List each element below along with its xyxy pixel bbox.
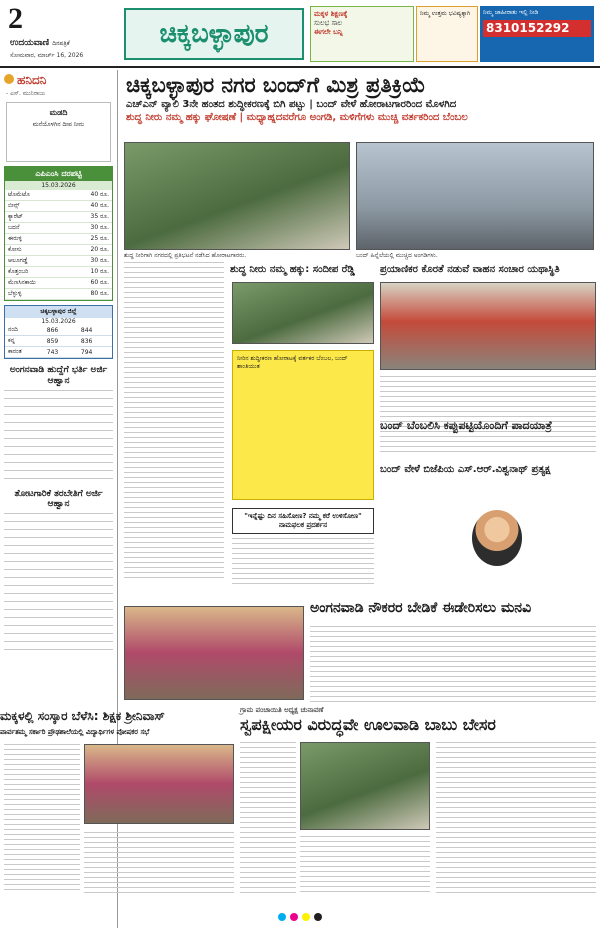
story-headline: ಪ್ರಯಾಣಿಕರ ಕೊರತೆ ನಡುವೆ ವಾಹನ ಸಂಚಾರ ಯಥಾಸ್ಥಿತಿ [380,264,560,275]
advertisement-contact[interactable] [480,6,594,62]
black-mark-icon [314,913,322,921]
rate-item: ಬೀನ್ಸ್ [5,201,67,212]
power-date: 15.03.2026 [41,318,76,325]
edition-title: ಚಿಕ್ಕಬಳ್ಳಾಪುರ [124,8,304,60]
rate-price: 60 ರೂ. [67,278,112,289]
rate-price: 20 ರೂ. [67,245,112,256]
rate-price: 40 ರೂ. [67,190,112,201]
paper-title: ಉದಯವಾಣಿ [10,38,50,48]
main-area [120,70,600,126]
story-headline: ಸ್ವಪಕ್ಷೀಯರ ವಿರುದ್ಧವೇ ಊಲವಾಡಿ ಬಾಬು ಬೇಸರ [240,715,496,734]
lead-subhead-red: ಶುದ್ಧ ನೀರು ನಮ್ಮ ಹಕ್ಕು ಘೋಷಣೆ | ಮಧ್ಯಾಹ್ನದವರೆಗೂ ಅಂಗಡಿ, ಮಳಿಗೆಗಳು ಮುಚ್ಚಿ ವರ್ತಕರಿಂದ ಬೆಂಬಲ [126,112,468,124]
bus-stand-photo [380,282,596,370]
rate-item: ಟೊಮೆಟೊ [5,190,67,201]
story-headline: ಬಂದ್ ವೇಳೆ ಬಿಜೆಪಿಯ ಎಸ್.ಆರ್.ವಿಶ್ವನಾಥ್ ಪ್ರತ್ಯಕ್ಷ [380,464,551,475]
rate-item: ಬದನೆ [5,223,67,234]
power-table [4,305,113,359]
body-text [232,538,374,588]
power-value: 743 [44,347,78,358]
body-text [300,836,430,900]
rate-item: ಮೆಣಸಿನಕಾಯಿ [5,278,67,289]
masthead [0,0,600,68]
protest-photo [124,142,350,250]
rate-row [5,190,112,201]
body-text [310,626,596,706]
power-value: 836 [78,336,112,347]
body-text [240,742,296,900]
rates-date: 15.03.2026 [5,181,112,190]
yellow-mark-icon [302,913,310,921]
speaker-photo [232,282,374,344]
print-registration-marks [0,905,600,928]
rate-item: ಆಲೂಗಡ್ಡೆ [5,256,67,267]
rate-row [5,223,112,234]
rate-row [5,256,112,267]
rate-price: 35 ರೂ. [67,212,112,223]
rate-price: 30 ರೂ. [67,256,112,267]
body-text [380,376,596,456]
story-headline: ಅಂಗನವಾಡಿ ನೌಕರರ ಬೇಡಿಕೆ ಈಡೇರಿಸಲು ಮನವಿ [310,600,532,616]
column-title-text: ಹನಿದನಿ [17,73,47,87]
lead-subhead: ಎಚ್‌ಎನ್ ವ್ಯಾಲಿ 3ನೇ ಹಂತದ ಶುದ್ಧೀಕರಣಕ್ಕೆ ಬಿಗಿ ಪಟ್ಟು | ಬಂದ್ ವೇಳೆ ಹೋರಾಟಗಾರರಿಂದ ಮೊಳಗಿದ [126,99,457,111]
body-text [4,744,80,900]
story-headline: ಮಕ್ಕಳಲ್ಲಿ ಸಂಸ್ಕಾರ ಬೆಳೆಸಿ: ಶಿಕ್ಷಕ ಶ್ರೀನಿವಾಸ್ [0,709,165,723]
cyan-mark-icon [278,913,286,921]
story-kicker: ಗ್ರಾಮ ಪಂಚಾಯಿತಿ ಅಧ್ಯಕ್ಷ ಚುನಾವಣೆ [240,706,324,714]
highlight-text: ನೀರಿನ ಶುದ್ಧೀಕರಣ ಹೋರಾಟಕ್ಕೆ ವರ್ತಕರ ಬೆಂಬಲ, ಬಂದ್ ಶಾಂತಿಯುತ [237,355,348,371]
rates-table [5,190,112,300]
photo-caption: ಬಂದ್ ಹಿನ್ನೆಲೆಯಲ್ಲಿ ಮುಚ್ಚಿದ ಅಂಗಡಿಗಳು. [356,252,438,259]
rate-item: ಕೊತ್ತಂಬರಿ [5,267,67,278]
short-news-title: ತೋಟಗಾರಿಕೆ ತರಬೇತಿಗೆ ಅರ್ಜಿ ಆಹ್ವಾನ [14,488,103,510]
short-news-1 [4,365,113,483]
poem-title: ಮಡದಿ [49,108,68,117]
ad-text: ನಿಮ್ಮ ಜಾಹೀರಾತು ಇಲ್ಲಿ ನೀಡಿ [483,9,539,16]
rate-row [5,289,112,300]
rate-item: ಬೆಳ್ಳುಳ್ಳಿ [5,289,67,300]
advertisement-future[interactable]: ನಿಮ್ಮ ಉತ್ತಮ ಭವಿಷ್ಯಕ್ಕಾಗಿ [416,6,478,62]
poem-box [6,102,111,162]
panchayat-photo [300,742,430,830]
story-subheadline: ಪಾರ್ವತಮ್ಮ ಸರ್ಕಾರಿ ಪ್ರೌಢಶಾಲೆಯಲ್ಲಿ ವಿದ್ಯಾರ್ಥಿಗಳ ಪೋಷಕರ ಸಭೆ [0,728,150,736]
column-title [0,70,117,90]
page-number: 2 [8,2,23,35]
short-news-title: ಅಂಗನವಾಡಿ ಹುದ್ದೆಗೆ ಭರ್ತಿ ಅರ್ಜಿ ಆಹ್ವಾನ [9,365,108,386]
power-value: 859 [44,336,78,347]
short-news-2 [4,489,113,655]
power-row [5,347,112,358]
closed-shops-photo [356,142,594,250]
rate-row [5,267,112,278]
ad-line: ಸುಲಭ ಸಾಲ [314,19,343,28]
story-headline: ಶುದ್ಧ ನೀರು ನಮ್ಮ ಹಕ್ಕು: ಸಂದೀಪ ರೆಡ್ಡಿ [230,264,355,275]
power-value: 844 [78,325,112,336]
power-rows [5,325,112,358]
power-value: 794 [78,347,112,358]
rate-row [5,234,112,245]
power-row [5,325,112,336]
rate-row [5,201,112,212]
rate-item: ಈರುಳ್ಳಿ [5,234,67,245]
rate-price: 25 ರೂ. [67,234,112,245]
paper-tag: ದಿನಪತ್ರಿಕೆ [52,40,70,47]
power-name: ನಂದಿ [5,325,44,336]
quote-box: "ಇನ್ನೆಷ್ಟು ದಿನ ಸಹಿಸೋಣ? ನಮ್ಮ ಕರೆ ಉಳಿಸೋಣ" ನಾಮಫಲಕ ಪ್ರದರ್ಶನ [232,508,374,534]
rate-item: ಕ್ಯಾರೆಟ್ [5,212,67,223]
apmc-rates-table [4,166,113,301]
ad-line: ಈಗಲೇ ಬನ್ನಿ [314,28,343,37]
politician-portrait [472,510,522,566]
rate-price: 80 ರೂ. [67,289,112,300]
rate-row [5,212,112,223]
poem-text: ಮನೆಯೊಳಗಿನ ದೀಪ ನೀನು [32,121,85,129]
advertisement-loan[interactable] [310,6,414,62]
honey-drop-icon [4,74,14,84]
rates-title: ಎಪಿಎಂಸಿ ದರಪಟ್ಟಿ [5,167,112,181]
anganwadi-photo [124,606,304,700]
rate-price: 10 ರೂ. [67,267,112,278]
rate-item: ಕೋಸು [5,245,67,256]
rate-price: 30 ರೂ. [67,223,112,234]
power-name: ಕಾರಂತ [5,347,44,358]
rate-row [5,278,112,289]
highlight-box [232,350,374,500]
body-text [84,832,234,900]
magenta-mark-icon [290,913,298,921]
story-headline: ಬಂದ್ ಬೆಂಬಲಿಸಿ ಕಪ್ಪುಪಟ್ಟಿಯೊಂದಿಗೆ ಪಾದಯಾತ್ರೆ [380,419,553,432]
power-title: ಚಿಕ್ಕಬಳ್ಳಾಪುರ ಜಿಲ್ಲೆ [5,306,112,318]
ad-line: ಮಕ್ಕಳ ಶಿಕ್ಷಣಕ್ಕೆ [314,10,348,18]
power-value: 866 [44,325,78,336]
body-text [124,262,224,582]
date-line: ಸೋಮವಾರ, ಮಾರ್ಚ್ 16, 2026 [10,52,84,59]
paper-name [10,38,70,48]
power-name: ಕನ್ನ [5,336,44,347]
column-author: - ಎಸ್. ಮುನಿರಾಜು [6,90,46,97]
body-text [436,742,596,900]
power-row [5,336,112,347]
photo-caption: ಶುದ್ಧ ನೀರಿಗಾಗಿ ನಗರದಲ್ಲಿ ಪ್ರತಿಭಟನೆ ನಡೆಸಿದ ಹೋರಾಟಗಾರರು. [124,252,247,259]
rate-price: 40 ರೂ. [67,201,112,212]
phone-number: 8310152292 [483,20,591,38]
lead-headline: ಚಿಕ್ಕಬಳ್ಳಾಪುರ ನಗರ ಬಂದ್‌ಗೆ ಮಿಶ್ರ ಪ್ರತಿಕ್ರಿಯೆ [126,73,426,97]
rate-row [5,245,112,256]
school-meeting-photo [84,744,234,824]
